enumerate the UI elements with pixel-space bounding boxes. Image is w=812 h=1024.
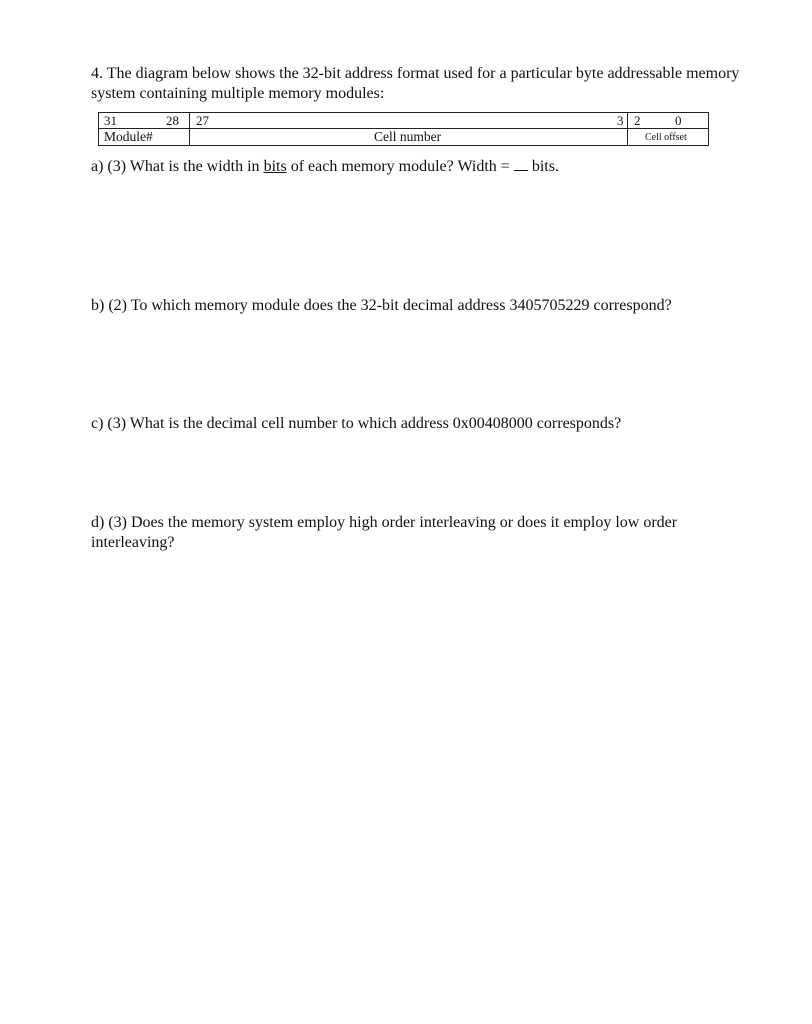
cell-offset-field-label: Cell offset: [645, 132, 687, 143]
question-c: c) (3) What is the decimal cell number to which address 0x00408000 corresponds?: [91, 415, 622, 432]
bit-label-28: 28: [166, 113, 179, 128]
problem-intro: 4. The diagram below shows the 32-bit address format used for a particular byte addressable memory system containing multiple memory modules:: [91, 65, 740, 102]
question-a-prefix: a) (3) What is the width in: [91, 158, 264, 175]
module-field-label: Module#: [104, 129, 153, 144]
answer-blank: [514, 169, 528, 171]
address-format-diagram: [98, 112, 709, 146]
bit-label-27: 27: [196, 113, 209, 128]
bit-label-2: 2: [634, 113, 641, 128]
question-b: b) (2) To which memory module does the 32-bit decimal address 3405705229 correspond?: [91, 297, 672, 314]
question-d: d) (3) Does the memory system employ high order interleaving or does it employ low order interleaving?: [91, 514, 678, 551]
question-a-middle: of each memory module? Width =: [286, 158, 510, 175]
bit-label-3: 3: [617, 113, 624, 128]
bit-label-31: 31: [104, 113, 117, 128]
bit-label-0: 0: [675, 113, 682, 128]
question-a-suffix: bits.: [531, 158, 559, 175]
question-a: [91, 157, 741, 177]
question-a-underlined: bits: [263, 158, 287, 175]
cell-number-field-label: Cell number: [374, 129, 442, 144]
